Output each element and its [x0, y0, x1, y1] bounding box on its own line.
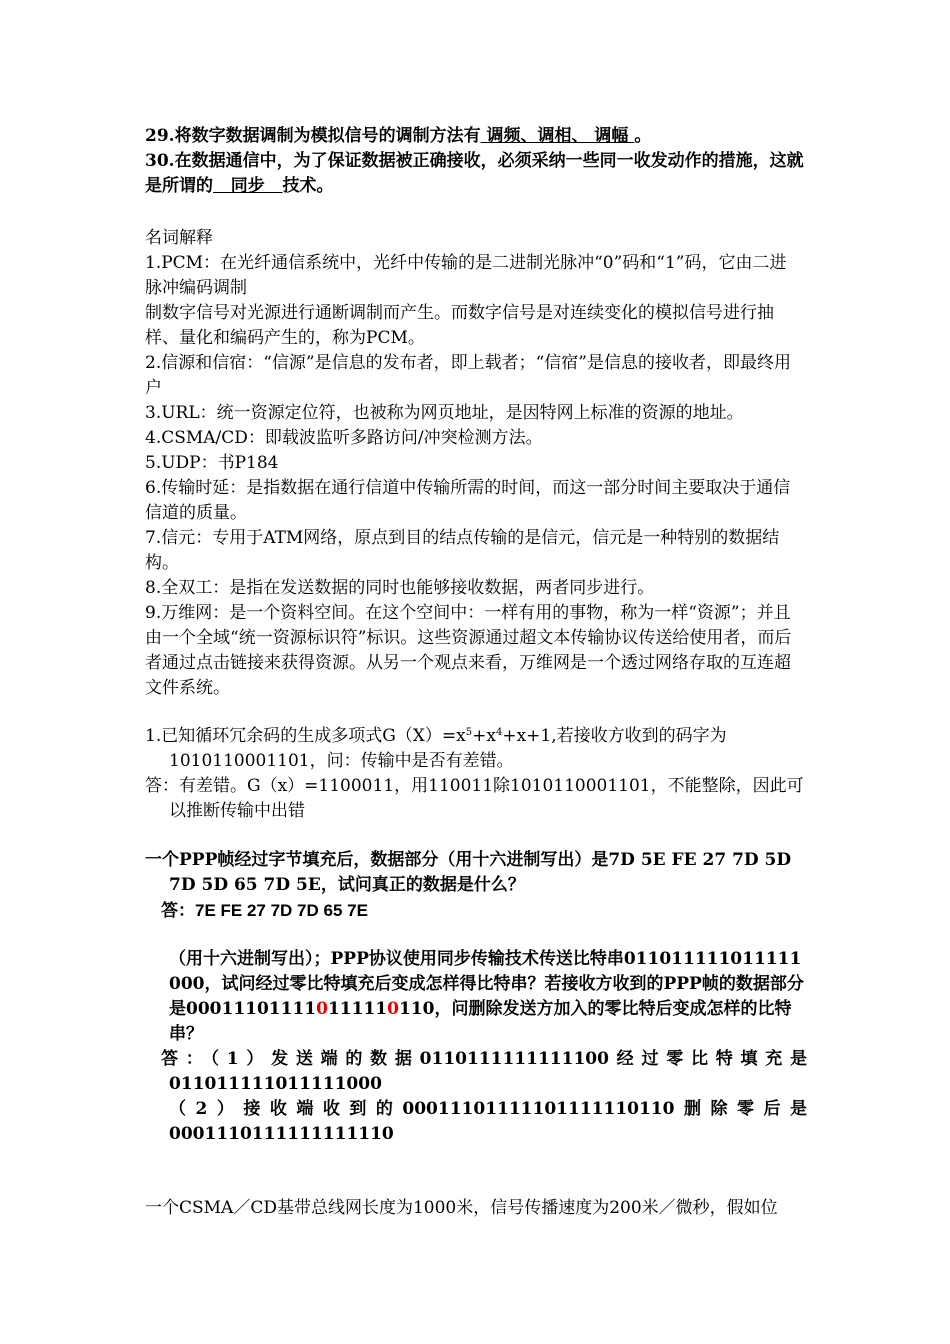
definition-cell: 7.信元：专用于ATM网络，原点到目的结点传输的是信元，信元是一种特别的数据结构。	[145, 528, 780, 573]
fill-in-questions	[145, 124, 807, 199]
ppp-zero-bit-stuffing	[145, 947, 807, 1147]
section-title: 名词解释	[145, 228, 213, 248]
ppp2-answer-1: 答：（1）发送端的数据0110111111111100经过零比特填充是	[161, 1049, 807, 1069]
csma-question	[145, 1196, 807, 1221]
crc-answer: 答：有差错。G（x）=1100011，用110011除1010110001101，不能整除，因此可以推断传输中出错	[145, 776, 804, 821]
definition-url: 3.URL：统一资源定位符，也被称为网页地址，是因特网上标准的资源的地址。	[145, 403, 744, 423]
ppp2-answer-2-result: 0001110111111111110	[169, 1124, 394, 1144]
crc-question	[145, 724, 807, 824]
ppp2-question: （用十六进制写出）；PPP协议使用同步传输技术传送比特串011011111011111 000，试问经过零比特填充后变成怎样得比特串？若接收方收到的PPP帧的数据部分是000111011110111110110，问删除发送方加入的零比特后变成怎样的比特串？	[169, 949, 804, 1044]
ppp1-answer: 答：7E FE 27 7D 7D 65 7E	[161, 901, 368, 920]
answer-29: 调频、调相、 调幅	[480, 126, 635, 146]
answer-30: 同步	[213, 176, 283, 196]
definition-pcm: 1.PCM：在光纤通信系统中，光纤中传输的是二进制光脉冲“0”码和“1”码，它由二进 脉冲编码调制	[145, 253, 798, 298]
question-30: 30.在数据通信中，为了保证数据被正确接收，必须采纳一些同一收发动作的措施，这就是所谓的 同步 技术。	[145, 151, 804, 196]
definition-full-duplex: 8.全双工：是指在发送数据的同时也能够接收数据，两者同步进行。	[145, 578, 655, 598]
question-29: 29.将数字数据调制为模拟信号的调制方法有 调频、调相、 调幅 。	[145, 126, 652, 146]
crc-question-text: 1.已知循环冗余码的生成多项式$G(X)=x^5+x^4+x+1$,若接收方收到的码字为1010110001101，问：传输中是否有差错。	[145, 726, 727, 771]
ppp1-question: 一个PPP帧经过字节填充后，数据部分（用十六进制写出）是7D 5E FE 27 7D 5D 7D 5D 65 7D 5E，试问真正的数据是什么？	[145, 850, 792, 895]
definition-transmission-delay: 6.传输时延：是指数据在通行信道中传输所需的时间，而这一部分时间主要取决于通信信道的质量。	[145, 478, 791, 523]
definition-csma-cd: 4.CSMA/CD：即载波监听多路访问/冲突检测方法。	[145, 428, 543, 448]
ppp2-answer-2: （2）接收端收到的00011101111101111110110删除零后是	[169, 1099, 807, 1119]
definition-pcm-cont: 制数字信号对光源进行通断调制而产生。而数字信号是对连续变化的模拟信号进行抽样、量化和编码产生的，称为PCM。	[145, 303, 774, 348]
csma-question-text: 一个CSMA／CD基带总线网长度为1000米，信号传播速度为200米／微秒，假如位	[145, 1198, 778, 1218]
definition-www: 9.万维网：是一个资料空间。在这个空间中：一样有用的事物，称为一样“资源”；并且由一个全域“统一资源标识符”标识。这些资源通过超文本传输协议传送给使用者，而后者通过点击链接来获得资源。从另一个观点来看，万维网是一个透过网络存取的互连超文件系统。	[145, 603, 792, 698]
ppp-byte-stuffing	[145, 848, 807, 923]
definition-udp: 5.UDP：书P184	[145, 453, 279, 473]
ppp2-answer-1-result: 011011111011111000	[169, 1074, 382, 1094]
definitions-section	[145, 226, 807, 701]
definition-source-sink: 2.信源和信宿：“信源”是信息的发布者，即上载者；“信宿”是信息的接收者，即最终用户	[145, 353, 791, 398]
